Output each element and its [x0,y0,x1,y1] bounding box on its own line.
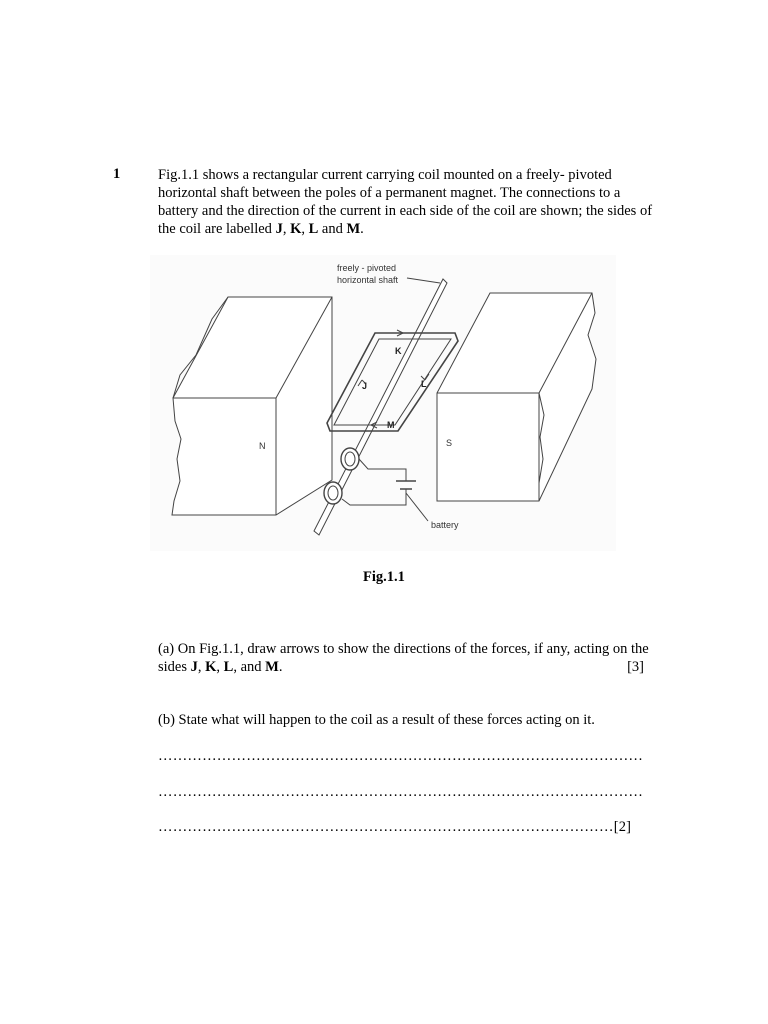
motor-figure [150,255,616,551]
part-b-question: (b) State what will happen to the coil as a result of these forces acting on it. [158,712,595,728]
answer-line[interactable]: ……………………………………………………………………………………… [158,784,644,800]
question-intro [158,166,663,238]
motor-diagram [150,255,616,551]
answer-line[interactable]: ……………………………………………………………………………………… [158,748,644,764]
label-k: K [205,659,217,675]
part-a-text: (a) On Fig.1.1, draw arrows to show the directions of the forces, if any, acting on the sides [158,641,649,675]
label-m: M [346,221,361,237]
part-a-end: . [278,659,283,675]
part-a-and: , and [233,659,266,675]
battery-symbol [396,481,416,489]
intro-and: and [318,221,347,237]
coil-label-j: J [362,381,368,391]
part-a [158,640,650,676]
part-a-marks: [3] [627,659,644,675]
part-a-sep: , [197,659,206,675]
question-number: 1 [113,166,121,182]
intro-sep: , [282,221,291,237]
pole-label-n: N [259,441,266,451]
label-m: M [265,659,279,675]
label-l: L [308,221,319,237]
part-b-marks: [2] [613,819,632,835]
label-shaft-line1: freely - pivoted [337,263,397,273]
label-shaft-line2: horizontal shaft [337,275,399,285]
label-battery: battery [431,520,459,530]
label-k: K [290,221,302,237]
coil-label-l: L [421,379,427,389]
answer-line[interactable] [158,819,658,836]
coil-label-m: M [387,420,395,430]
label-l: L [223,659,234,675]
pole-label-s: S [446,438,453,448]
intro-sep: , [301,221,309,237]
label-j: J [190,659,198,675]
part-a-sep: , [216,659,224,675]
answer-line-dots: ………………………………………………………………………………… [158,819,614,835]
label-j: J [275,221,283,237]
intro-end: . [360,221,364,237]
figure-caption: Fig.1.1 [363,569,405,585]
south-magnet [437,293,596,501]
north-magnet [172,297,332,515]
coil-label-k: K [395,346,402,356]
intro-text: Fig.1.1 shows a rectangular current carrying coil mounted on a freely- pivoted horizontal shaft between the poles of a permanent magnet. The connections to a battery and the direction of the current in each side of the coil are shown; the sides of the coil are labelled [158,167,653,237]
